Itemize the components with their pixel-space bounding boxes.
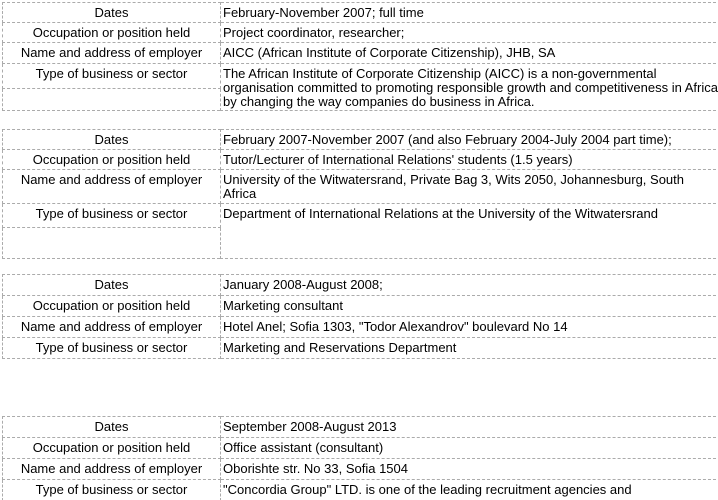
table-row [3, 480, 718, 500]
value-employer: Oborishte str. No 33, Sofia 1504 [221, 459, 718, 480]
label-employer: Name and address of employer [3, 43, 221, 64]
table-row [3, 317, 718, 338]
value-sector: Department of International Relations at the University of the Witwatersrand [221, 204, 718, 259]
label-occupation: Occupation or position held [3, 438, 221, 459]
value-occupation: Project coordinator, researcher; [221, 23, 718, 43]
table-row [3, 43, 718, 64]
label-dates: Dates [3, 275, 221, 296]
value-dates: January 2008-August 2008; [221, 275, 718, 296]
table-row [3, 459, 718, 480]
table-row [3, 64, 718, 89]
value-sector: Marketing and Reservations Department [221, 338, 718, 359]
value-employer: University of the Witwatersrand, Private Bag 3, Wits 2050, Johannesburg, South Africa [221, 170, 718, 204]
empty-label-cell [3, 89, 221, 111]
empty-label-cell [3, 228, 221, 259]
label-sector: Type of business or sector [3, 204, 221, 228]
label-dates: Dates [3, 130, 221, 150]
label-dates: Dates [3, 3, 221, 23]
table-row [3, 23, 718, 43]
label-sector: Type of business or sector [3, 480, 221, 500]
label-employer: Name and address of employer [3, 459, 221, 480]
label-sector: Type of business or sector [3, 64, 221, 89]
value-employer: AICC (African Institute of Corporate Citizenship), JHB, SA [221, 43, 718, 64]
value-dates: February-November 2007; full time [221, 3, 718, 23]
table-row [3, 3, 718, 23]
label-employer: Name and address of employer [3, 170, 221, 204]
employment-entry-2 [2, 129, 718, 259]
label-sector: Type of business or sector [3, 338, 221, 359]
employment-entry-4 [2, 416, 718, 500]
table-row [3, 417, 718, 438]
table-row [3, 130, 718, 150]
label-occupation: Occupation or position held [3, 150, 221, 170]
table-row [3, 170, 718, 204]
employment-entry-1 [2, 2, 718, 111]
label-dates: Dates [3, 417, 221, 438]
label-occupation: Occupation or position held [3, 23, 221, 43]
value-dates: September 2008-August 2013 [221, 417, 718, 438]
value-dates: February 2007-November 2007 (and also February 2004-July 2004 part time); [221, 130, 718, 150]
label-occupation: Occupation or position held [3, 296, 221, 317]
table-row [3, 275, 718, 296]
table-row [3, 150, 718, 170]
value-employer: Hotel Anel; Sofia 1303, "Todor Alexandrov" boulevard No 14 [221, 317, 718, 338]
label-employer: Name and address of employer [3, 317, 221, 338]
table-row [3, 438, 718, 459]
value-sector: The African Institute of Corporate Citizenship (AICC) is a non-governmental organisation committed to promoting responsible growth and competitiveness in Africa by changing the way companies do business in Africa. [221, 64, 718, 111]
table-row [3, 296, 718, 317]
value-sector: "Concordia Group" LTD. is one of the leading recruitment agencies and [221, 480, 718, 500]
employment-entry-3 [2, 274, 718, 359]
table-row [3, 204, 718, 228]
value-occupation: Tutor/Lecturer of International Relations' students (1.5 years) [221, 150, 718, 170]
table-row [3, 338, 718, 359]
value-occupation: Marketing consultant [221, 296, 718, 317]
value-occupation: Office assistant (consultant) [221, 438, 718, 459]
